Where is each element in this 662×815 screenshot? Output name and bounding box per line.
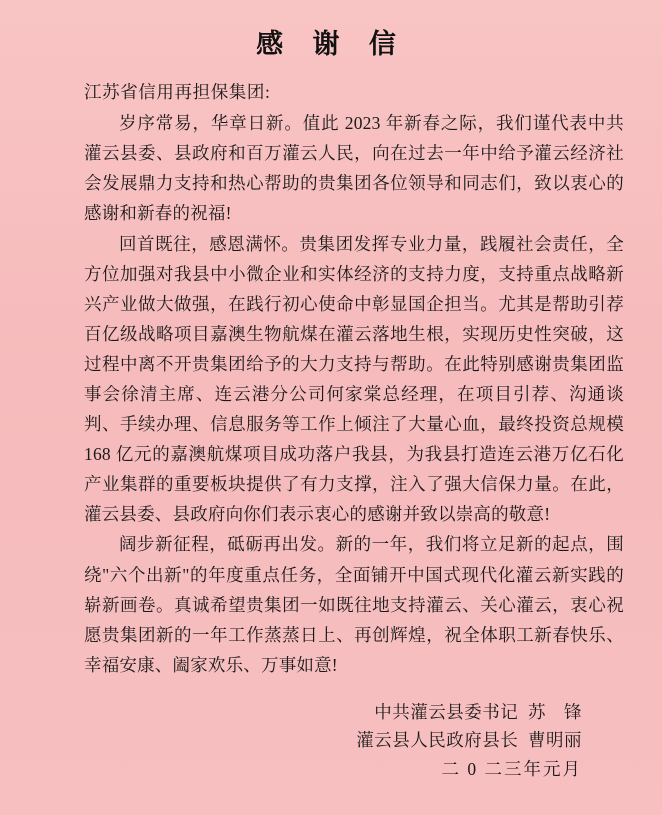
letter-body: [0, 67, 662, 783]
salutation: 江苏省信用再担保集团:: [84, 82, 271, 102]
paragraph-1: 岁序常易，华章日新。值此 2023 年新春之际，我们谨代表中共灌云县委、县政府和百万灌云人民，向在过去一年中给予灌云经济社会发展鼎力支持和热心帮助的贵集团各位领导和同志们，致以衷心的感谢和新春的祝福!: [84, 113, 624, 224]
paragraph-2: 回首既往，感恩满怀。贵集团发挥专业力量，践履社会责任，全方位加强对我县中小微企业和实体经济的支持力度，支持重点战略新兴产业做大做强，在践行初心使命中彰显国企担当。尤其是帮助引荐百亿级战略项目嘉澳生物航煤在灌云落地生根，实现历史性突破，这过程中离不开贵集团给予的大力支持与帮助。在此特别感谢贵集团监事会徐清主席、连云港分公司何家棠总经理，在项目引荐、沟通谈判、手续办理、信息服务等工作上倾注了大量心血，最终投资总规模 168 亿元的嘉澳航煤项目成功落户我县，为我县打造连云港万亿石化产业集群的重要板块提供了有力支撑，注入了强大信保力量。在此，灌云县委、县政府向你们表示衷心的感谢并致以崇高的敬意!: [84, 233, 624, 525]
signature-line-1: 中共灌云县委书记 苏 锋: [374, 701, 582, 722]
page-title: 感 谢 信: [256, 29, 406, 60]
signature-line-2: 灌云县人民政府县长 曹明丽: [356, 730, 582, 751]
signature-date: 二 0 二三年元月: [441, 758, 582, 779]
paragraph-3: 阔步新征程，砥砺再出发。新的一年，我们将立足新的起点，围绕"六个出新"的年度重点任务，全面铺开中国式现代化灌云新实践的崭新画卷。真诚希望贵集团一如既往地支持灌云、关心灌云，衷心祝愿贵集团新的一年工作蒸蒸日上、再创辉煌，祝全体职工新春快乐、幸福安康、阖家欢乐、万事如意!: [84, 534, 624, 675]
signature-block: [84, 698, 624, 783]
